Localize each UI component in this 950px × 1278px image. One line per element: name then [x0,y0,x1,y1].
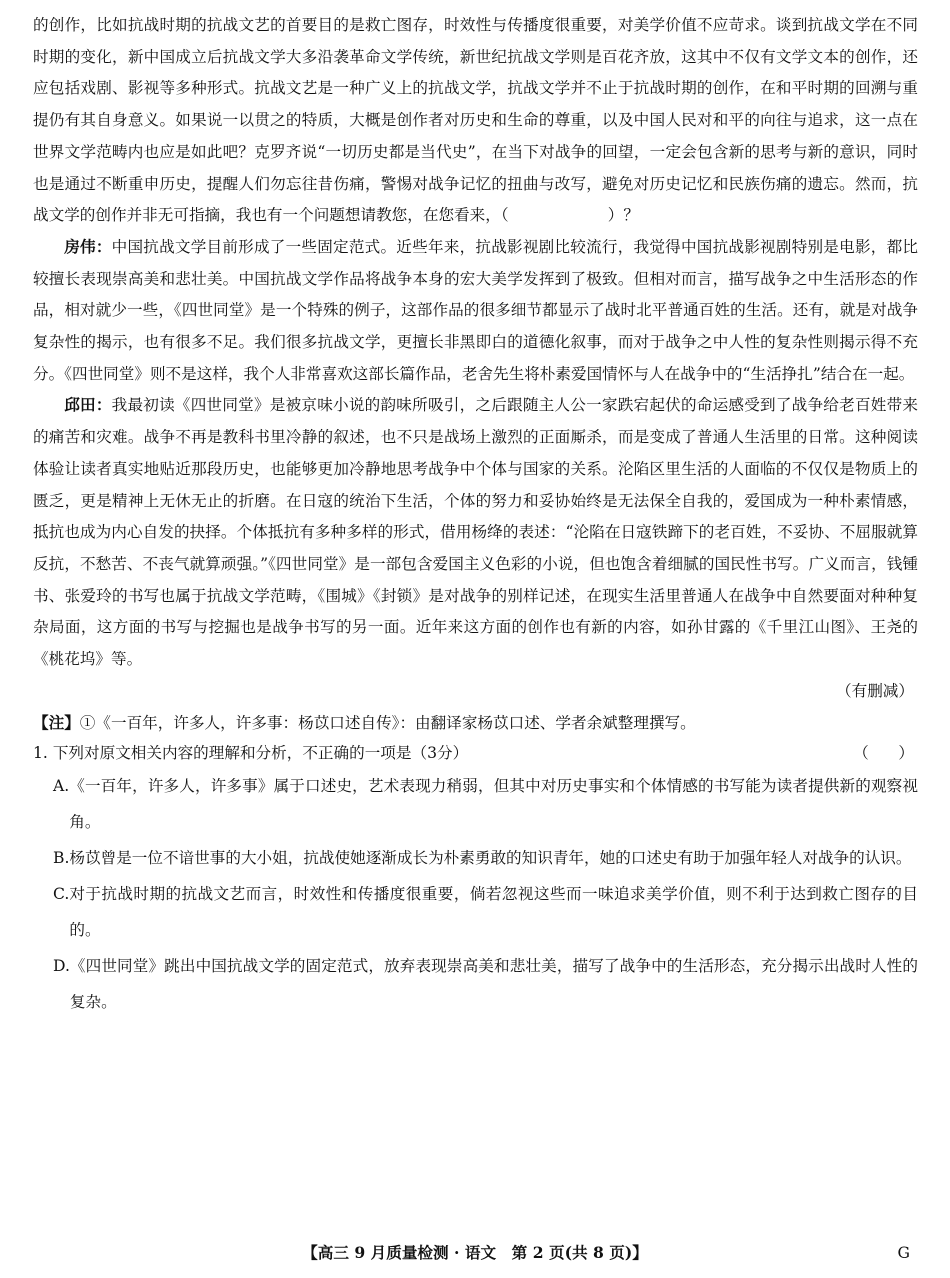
question-stem-text: 1. 下列对原文相关内容的理解和分析，不正确的一项是（3分） [33,743,469,762]
footnote-tag: 【注】 [33,713,80,732]
option-text: 《四世同堂》跳出中国抗战文学的固定范式，放弃表现崇高美和悲壮美，描写了战争中的生活形态，充分揭示出战时人性的复杂。 [69,956,918,1011]
option-c [33,876,918,948]
passage-paragraph-2-text: 中国抗战文学目前形成了一些固定范式。近些年来，抗战影视剧比较流行，我觉得中国抗战影视剧特别是电影，都比较擅长表现崇高美和悲壮美。中国抗战文学作品将战争本身的宏大美学发挥到了极致。但相对而言，描写战争之中生活形态的作品，相对就少一些，《四世同堂》是一个特殊的例子，这部作品的很多细节都显示了战时北平普通百姓的生活。还有，就是对战争复杂性的揭示，也有很多不足。我们很多抗战文学，更擅长非黑即白的道德化叙事，而对于战争之中人性的复杂性则揭示得不充分。《四世同堂》则不是这样，我个人非常喜欢这部长篇作品，老舍先生将朴素爱国情怀与人在战争中的“生活挣扎”结合在一起。 [33,237,918,383]
footer-version: G [897,1244,910,1262]
answer-bracket: （ ） [853,743,914,762]
passage-paragraph-2 [33,232,918,391]
passage-paragraph-3 [33,390,918,675]
abridged-note: （有删减） [836,681,914,700]
footnote [33,708,918,738]
option-text: 对于抗战时期的抗战文艺而言，时效性和传播度很重要，倘若忽视这些而一味追求美学价值，则不利于达到救亡图存的目的。 [69,884,918,939]
option-letter: C. [53,884,70,903]
exam-page [33,10,918,1020]
passage-paragraph-3-text: 我最初读《四世同堂》是被京味小说的韵味所吸引，之后跟随主人公一家跌宕起伏的命运感受到了战争给老百姓带来的痛苦和灾难。战争不再是教科书里冷静的叙述，也不只是战场上激烈的正面厮杀，而是变成了普通人生活里的日常。这种阅读体验让读者真实地贴近那段历史，也能够更加冷静地思考战争中个体与国家的关系。沦陷区里生活的人面临的不仅仅是物质上的匮乏，更是精神上无休无止的折磨。在日寇的统治下生活，个体的努力和妥协始终是无法保全自我的，爱国成为一种朴素情感，抵抗也成为内心自发的抉择。个体抵抗有多种多样的形式，借用杨绛的表述：“沦陷在日寇铁蹄下的老百姓，不妥协、不屈服就算反抗，不愁苦、不丧气就算顽强。”《四世同堂》是一部包含爱国主义色彩的小说，但也饱含着细腻的国民性书写。广义而言，钱锺书、张爱玲的书写也属于抗战文学范畴，《围城》《封锁》是对战争的别样记述，在现实生活里普通人在战争中自然要面对种种复杂局面，这方面的书写与挖掘也是战争书写的另一面。近年来这方面的创作也有新的内容，如孙甘露的《千里江山图》、王尧的《桃花坞》等。 [33,396,918,669]
option-letter: B. [53,848,70,867]
option-b [33,840,918,876]
question-stem [33,738,918,768]
answer-blank [509,206,608,224]
passage-paragraph-1-end: ）？ [607,206,639,225]
option-text: 《一百年，许多人，许多事》属于口述史，艺术表现力稍弱，但其中对历史事实和个体情感的书写能为读者提供新的观察视角。 [69,776,918,831]
speaker-name: 房伟： [64,237,112,256]
page-footer [0,1238,950,1268]
footnote-text: ①《一百年，许多人，许多事：杨苡口述自传》：由翻译家杨苡口述、学者余斌整理撰写。 [79,713,696,732]
option-d [33,948,918,1020]
passage-paragraph-1 [33,10,918,232]
option-letter: D. [53,956,70,975]
footer-title: 【高三 9 月质量检测 · 语文 第 2 页(共 8 页)】 [302,1243,648,1262]
option-letter: A. [53,776,70,795]
passage-paragraph-1-text: 的创作，比如抗战时期的抗战文艺的首要目的是救亡图存，时效性与传播度很重要，对美学价值不应苛求。谈到抗战文学在不同时期的变化，新中国成立后抗战文学大多沿袭革命文学传统，新世纪抗战文学则是百花齐放，这其中不仅有文学文本的创作，还应包括戏剧、影视等多种形式。抗战文艺是一种广义上的抗战文学，抗战文学并不止于抗战时期的创作，在和平时期的回溯与重提仍有其自身意义。如果说一以贯之的特质，大概是创作者对历史和生命的尊重，以及中国人民对和平的向往与追求，这一点在世界文学范畴内也应是如此吧？克罗齐说“一切历史都是当代史”，在当下对战争的回望，一定会包含新的思考与新的意识，同时也是通过不断重申历史，提醒人们勿忘往昔伤痛，警惕对战争记忆的扭曲与改写，避免对历史记忆和民族伤痛的遗忘。然而，抗战文学的创作并非无可指摘，我也有一个问题想请教您，在您看来，（ [33,16,918,225]
speaker-name: 邱田： [64,396,112,415]
option-text: 杨苡曾是一位不谙世事的大小姐，抗战使她逐渐成长为朴素勇敢的知识青年，她的口述史有助于加强年轻人对战争的认识。 [69,848,912,867]
option-a [33,768,918,840]
